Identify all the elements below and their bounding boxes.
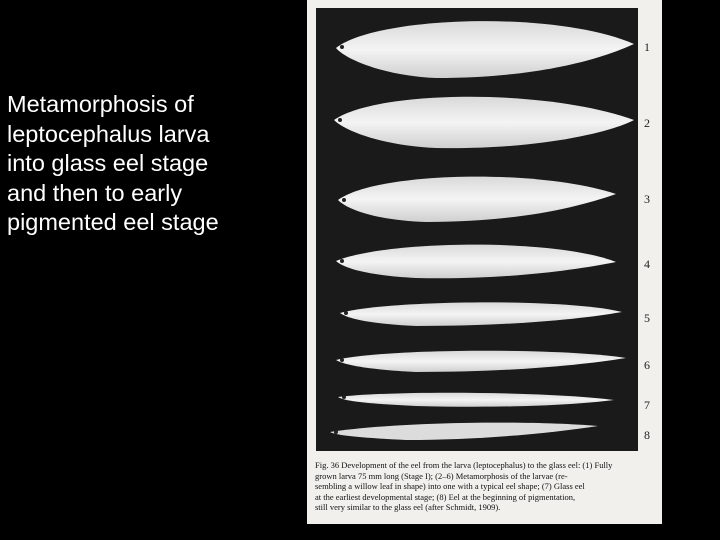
slide-line-5: pigmented eel stage [7,209,219,235]
larva-stage-1 [336,21,634,78]
larva-stage-2 [334,97,634,148]
caption-line-3: sembling a willow leaf in shape) into one with a typical eel shape; (7) Glass eel [315,481,585,492]
slide-text [7,90,297,238]
stage-number-2: 2 [644,116,650,130]
larva-stage-7 [338,393,614,407]
larva-stage-8 [330,423,598,440]
figure-caption [315,460,657,513]
eel-development-figure [307,0,662,524]
larva-stage-6 [336,351,626,372]
caption-line-1: Fig. 36 Development of the eel from the larva (leptocephalus) to the glass eel: (1) Fully [315,460,613,470]
larvae-illustration [316,8,638,451]
stage-number-6: 6 [644,358,650,372]
larva-stage-4 [336,245,616,279]
slide-line-4: and then to early [7,179,183,206]
larva-photo-plate [316,8,650,451]
slide-line-1: Metamorphosis of [7,91,194,117]
slide-line-3: into glass eel stage [7,150,209,176]
stage-number-4: 4 [644,257,650,271]
stage-number-5: 5 [644,311,650,325]
caption-line-4: at the earliest developmental stage; (8) Eel at the beginning of pigmentation, [315,491,576,502]
stage-number-3: 3 [644,192,650,206]
stage-number-1: 1 [644,40,650,54]
stage-number-8: 8 [644,428,650,442]
stage-number-7: 7 [644,398,650,412]
caption-line-5: still very similar to the glass eel (after Schmidt, 1909). [315,502,501,513]
slide-line-2: leptocephalus larva [7,120,210,147]
larva-stage-3 [338,177,616,222]
caption-line-2: grown larva 75 mm long (Stage I); (2–6) Metamorphosis of the larvae (re- [315,470,568,481]
larva-stage-5 [340,302,622,326]
